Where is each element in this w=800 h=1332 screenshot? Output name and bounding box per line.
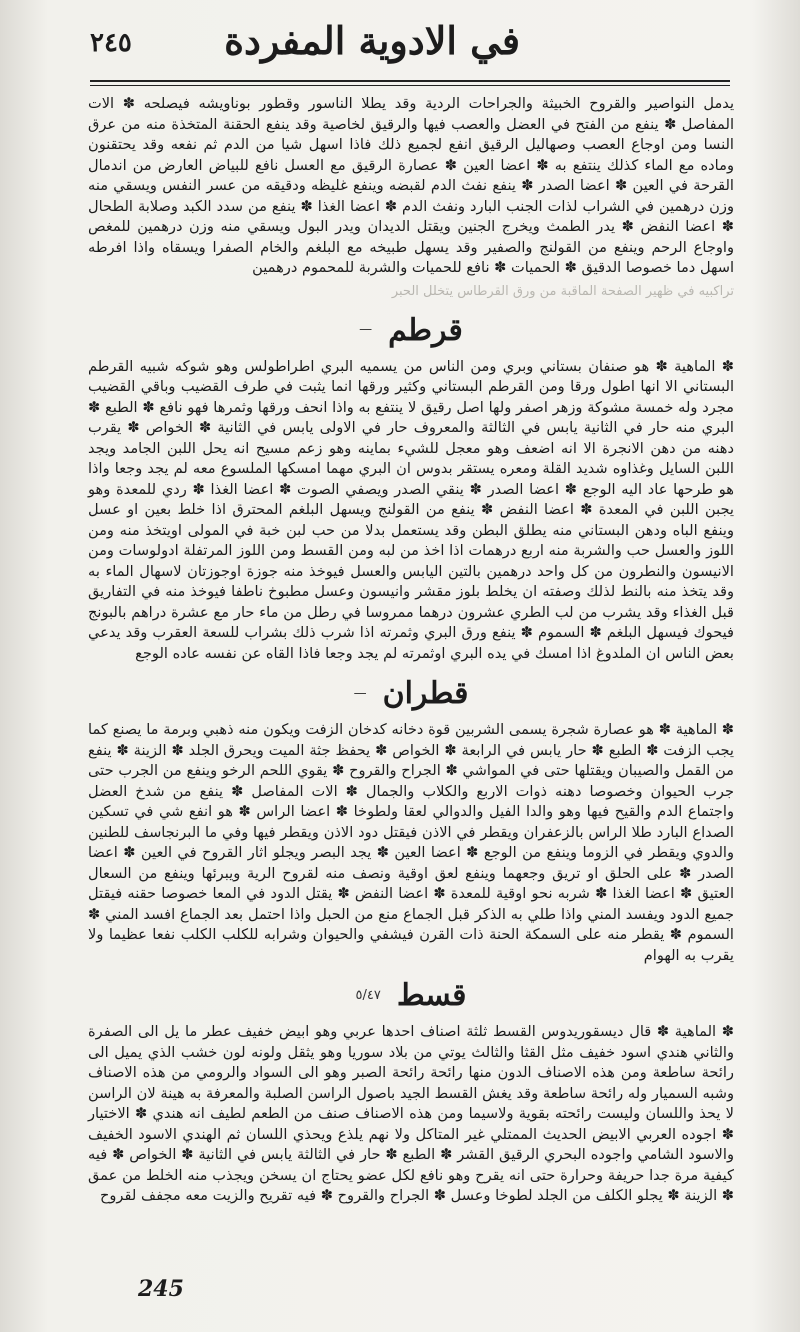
bleed-through-text: تراكبيه في ظهير الصفحة الماقبة من ورق القرطاس يتخلل الحبر <box>391 283 734 299</box>
section-title: قرطم <box>388 312 463 348</box>
section-title: قطران <box>382 676 469 711</box>
section-heading-qurtum <box>88 311 734 351</box>
section-note: — <box>353 685 367 701</box>
header-rule <box>90 80 730 86</box>
section-note: — <box>359 322 373 338</box>
intro-paragraph: يدمل النواصير والقروح الخبيثة والجراحات الردية وقد يطلا الناسور وقطور بوناويشه فيصلحه ✽ الات المفاصل ✽ ينفع من الفتح في العضل والعصب فيها والرقيق لخاصية وقد ينفع الحقنة المتخذة منه من عرق النسا ومن اوجاع العصب وصهاليل الرقيق انفع لجميع ذلك فاذا اسهل شيا من الدم ثم نفعه وقد يحتقنون وماده مع الماء كذلك ينتفع به ✽ اعضا العين ✽ عصارة الرقيق مع العسل نافع للبياض العارض من اندمال القرحة في العين ✽ اعضا الصدر ✽ ينفع نفث الدم لقبضه وينفع غليظه ودقيقه من عسر النفس ويسقي منه وزن درهمين في الشراب لذات الجنب البارد ونفث الدم ✽ اعضا الغذا ✽ ينفع من سدد الكبد وصلابة الطحال ✽ اعضا النفض ✽ يدر الطمث ويخرج الجنين ويقتل الديدان ويدر البول ويسقي منه وزن درهمين للمغص واوجاع الرحم وينفع من القولنج والصفير وقد يسهل طبيخه مع البلغم والخام الصفرا ويسقاه واذا افرطه اسهل دما خصوصا الدقيق ✽ الحميات ✽ نافع للحميات والشربة للمحموم درهمين <box>88 95 734 276</box>
body-text <box>88 94 734 1262</box>
section-heading-qatran <box>88 674 734 714</box>
section-text-qust: ✽ الماهية ✽ قال ديسقوريدوس القسط ثلثة اصناف احدها عربي وهو ابيض خفيف عطر ما يل الى الصفرة والثاني هندي اسود خفيف مثل القثا والثالث يوتي من بلاد سوريا وهو يثقل ولونه لون خشب الذي يميل الى رائحة ساطعة ومن هذه الاصناف الدون منها رائحة رائحة الصبر وهو الى السواد والرومي من هذه الاصناف وشبه السميار وله رائحة ساطعة وقد يغش القسط الجيد باصول الراسن الصلبة والمعرفة به هينة لان الراسن لا يحذ واللسان وليست رائحته بقوية ولاسيما ومن هذه الاصناف صنف من الطعم لطيف انه هندي ✽ الاختيار ✽ اجوده العربي الابيض الحديث الممتلي غير المتاكل ولا نهم يلذع ويحذي اللسان ثم الهندي الاسود الخفيف والاسود الشامي واجوده البحري الرقيق القشر ✽ الطبع ✽ حار في الثالثة يابس في الثانية ✽ الخواص ✽ فيه كيفية مرة جدا حريفة وحرارة حتى انه يقرح وهو نافع لكل عضو يحتاج ان يسخن ويجذب منه الخلط من عمق ✽ الزينة ✽ يجلو الكلف من الجلد لطوخا وعسل ✽ الجراح والقروح ✽ فيه تقريح والزيت معه مجفف لقروح <box>88 1023 734 1204</box>
section-text-qurtum: ✽ الماهية ✽ هو صنفان بستاني وبري ومن الناس من يسميه البري اطراطولس وهو شوكه شبيه القرطم البستاني الا انها اطول ورقا ومن القرطم البستاني وكثير ورقها انما يثبت في طرف القضيب وباقي القضيب مجرد وله خمسة مشوكة وزهر اصفر ولها اصل رقيق لا ينتفع به واذا انحف ورقها وثمرها فهو نافع ✽ الطبع ✽ البري منه حار في الثانية يابس في الثالثة والمعروف حار في الاولى يابس في الثانية ✽ الخواص ✽ يقرب دهنه من دهن الانجرة الا انه اضعف وهو معجل للشيء بماينه وهو زعم مسيح انه يحل اللبن الجامد ويجد اللبن السايل وغذاوه شديد القلة ومعره يستقر بدوس ان البري مهما امسكها الملسوع معه لم يجد وجعا واذا هو طرحها عاد اليه الوجع ✽ اعضا الصدر ✽ ينقي الصدر ويصفي الصوت ✽ اعضا الغذا ✽ ردي للمعدة وهو يجبن اللبن في المعدة ✽ اعضا النفض ✽ ينفع من القولنج ويسهل البلغم المحترق اذا خلط بعين او عسل وينفع الباه ودهن البستاني منه يطلق البطن وقد يستعمل بدلا من حب لبن خبة في المولى اويتخذ منه ومن اللوز والعسل حب والشربة منه اربع درهمات اذا اخذ من لبه ومن القسط ومن اللوز المرتفلة ادولوسات ومن الانيسون والنطرون من كل واحد درهمين بالتين اليابس والعسل فيوخذ منه جوزة اوجوزتان لاسهال الماء به وقد يتخذ منه بالنط لذلك وصفته ان يخلط بلوز مقشر وانيسون وعسل مطبوخ ناطفا فيوخذ منه في التفاريق قبل الغذاء وقد يشرب من لب الطري عشرون درهما ممروسا في رطل من ماء حار مع عشرة دراهم بالبونج فيحوك فيسهل البلغم ✽ السموم ✽ ينفع ورق البري وثمرته اذا شرب ذلك بشراب للسعة العقرب وقد يدعي بعض الناس ان الملدوغ اذا امسك في يده البري اوثمرته لم يجد وجعا فاذا القاه عن نفسه عاده الوجع <box>88 357 734 662</box>
page-number-bottom: 245 <box>138 1276 184 1302</box>
section-text-qatran: ✽ الماهية ✽ هو عصارة شجرة يسمى الشربين قوة دخانه كدخان الزفت ويكون منه ذهبي وبرمة ما يصنع كما يجب الزفت ✽ الطبع ✽ حار يابس في الرابعة ✽ الخواص ✽ يحفظ جثة الميت ويحرق الجلد ✽ الزينة ✽ ينفع من القمل والصيبان ويقتلها حتى في المواشي ✽ الجراح والقروح ✽ يقوي اللحم الرخو وينفع من الجرب حتى جرب الحيوان وخصوصا دهنه ذوات الاربع والكلاب والجمال ✽ الات المفاصل ✽ ينفع من شدخ العضل واجتماع الدم والقيح فيها وهو والدا الفيل والدوالي لعقا ولطوخا ✽ اعضا الراس ✽ هو انفع شي في تسكين الصداع البارد طلا الراس بالزعفران ويقطر في الاذن فيقتل دود الاذن ويقطر فيها وفي ما البرنجاسف للطنين والدوي ويقطر في الزوما وينفع من الوجع ✽ اعضا العين ✽ يجد البصر ويجلو اثار القروح في العين ✽ اعضا الصدر ✽ على الحلق او تريق وجعهما وينفع لعق اوقية ونصف منه لقروح الرية ويبرئها وينفع من السعال العتيق ✽ اعضا الغذا ✽ شربه نحو اوقية للمعدة ✽ اعضا النفض ✽ يقتل الدود في المعا خصوصا حقنه فيقتل جميع الدود ويفسد المني واذا طلي به الذكر قبل الجماع منع من الحبل واذا احتمل بعد الجماع افسد المني ✽ السموم ✽ يقطر منه على السمكة الحنة ذات القرن فيشفي والحيوان وشرابه للكلب الكلب نفعا عظيما ولا يقرب به الهوام <box>88 721 734 964</box>
section-heading-qust <box>88 976 734 1016</box>
section-note: ٥/٤٧ <box>355 987 381 1003</box>
section-title: قسط <box>396 978 467 1013</box>
running-title: في الادوية المفردة <box>224 18 520 63</box>
page-header <box>90 14 730 74</box>
page-number-top: ٢٤٥ <box>90 28 132 58</box>
